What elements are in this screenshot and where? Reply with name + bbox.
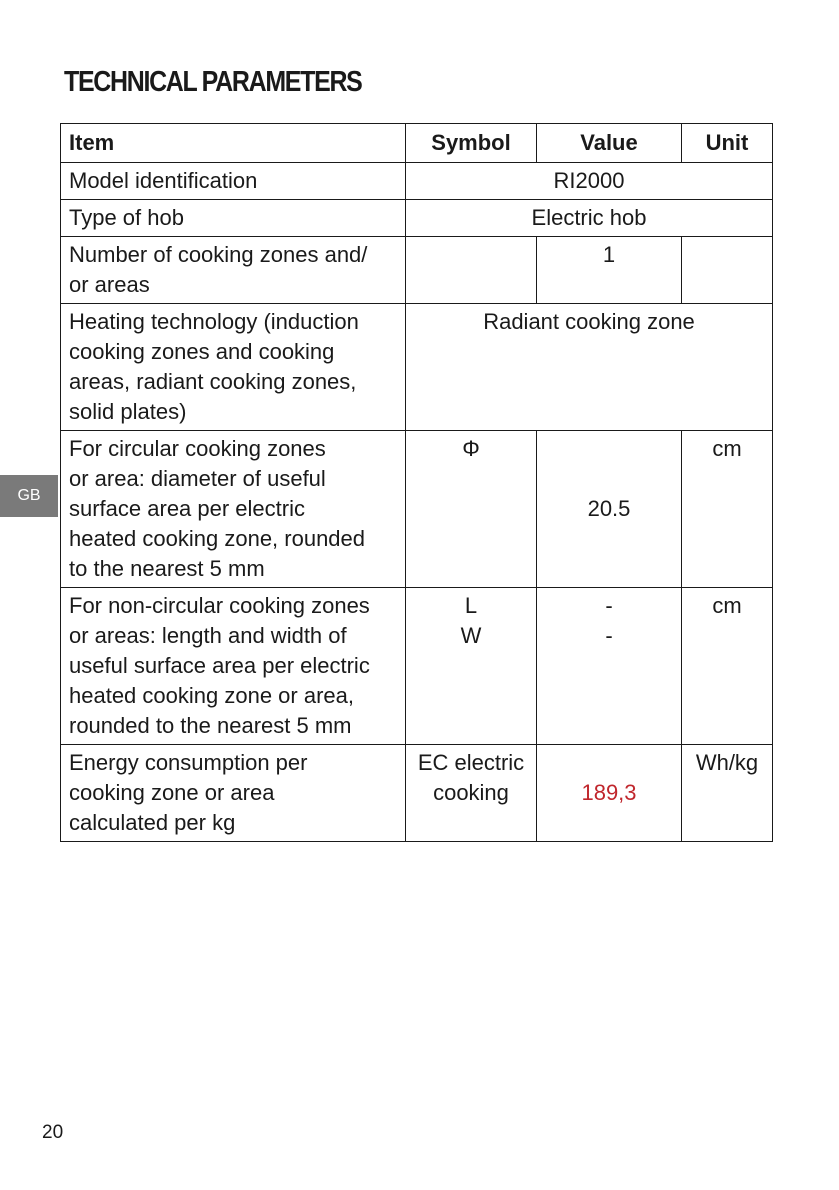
table-row bbox=[61, 304, 773, 431]
row-heating-item: Heating technology (induction cooking zones and cooking areas, radiant cooking zones, solid plates) bbox=[61, 304, 406, 431]
table-row bbox=[61, 431, 773, 588]
row-heating-value: Radiant cooking zone bbox=[406, 304, 773, 431]
table-row bbox=[61, 237, 773, 304]
row-model-value: RI2000 bbox=[406, 163, 773, 200]
header-value: Value bbox=[537, 124, 682, 163]
row-type-item: Type of hob bbox=[61, 200, 406, 237]
header-item: Item bbox=[61, 124, 406, 163]
page-number: 20 bbox=[42, 1122, 64, 1143]
row-energy-item: Energy consumption per cooking zone or area calculated per kg bbox=[61, 745, 406, 842]
page-title: TECHNICAL PARAMETERS bbox=[64, 66, 362, 98]
row-noncircular-symbol: L W bbox=[406, 588, 537, 745]
row-circular-item: For circular cooking zones or area: diameter of useful surface area per electric heated cooking zone, rounded to the nearest 5 mm bbox=[61, 431, 406, 588]
table-row bbox=[61, 745, 773, 842]
row-zones-unit bbox=[682, 237, 773, 304]
row-circular-value: 20.5 bbox=[537, 431, 682, 588]
row-circular-unit: cm bbox=[682, 431, 773, 588]
technical-parameters-table bbox=[60, 123, 773, 842]
row-energy-symbol: EC electric cooking bbox=[406, 745, 537, 842]
row-circular-symbol: Φ bbox=[406, 431, 537, 588]
row-noncircular-unit: cm bbox=[682, 588, 773, 745]
table-row bbox=[61, 588, 773, 745]
row-zones-item: Number of cooking zones and/ or areas bbox=[61, 237, 406, 304]
table-row bbox=[61, 200, 773, 237]
header-unit: Unit bbox=[682, 124, 773, 163]
row-noncircular-item: For non-circular cooking zones or areas: length and width of useful surface area per electric heated cooking zone or area, rounded to the nearest 5 mm bbox=[61, 588, 406, 745]
row-noncircular-value: - - bbox=[537, 588, 682, 745]
row-zones-symbol bbox=[406, 237, 537, 304]
header-symbol: Symbol bbox=[406, 124, 537, 163]
row-energy-value: 189,3 bbox=[537, 745, 682, 842]
table-row bbox=[61, 163, 773, 200]
row-type-value: Electric hob bbox=[406, 200, 773, 237]
row-model-item: Model identification bbox=[61, 163, 406, 200]
row-energy-unit: Wh/kg bbox=[682, 745, 773, 842]
table-header-row bbox=[61, 124, 773, 163]
language-tab: GB bbox=[0, 475, 58, 517]
row-zones-value: 1 bbox=[537, 237, 682, 304]
